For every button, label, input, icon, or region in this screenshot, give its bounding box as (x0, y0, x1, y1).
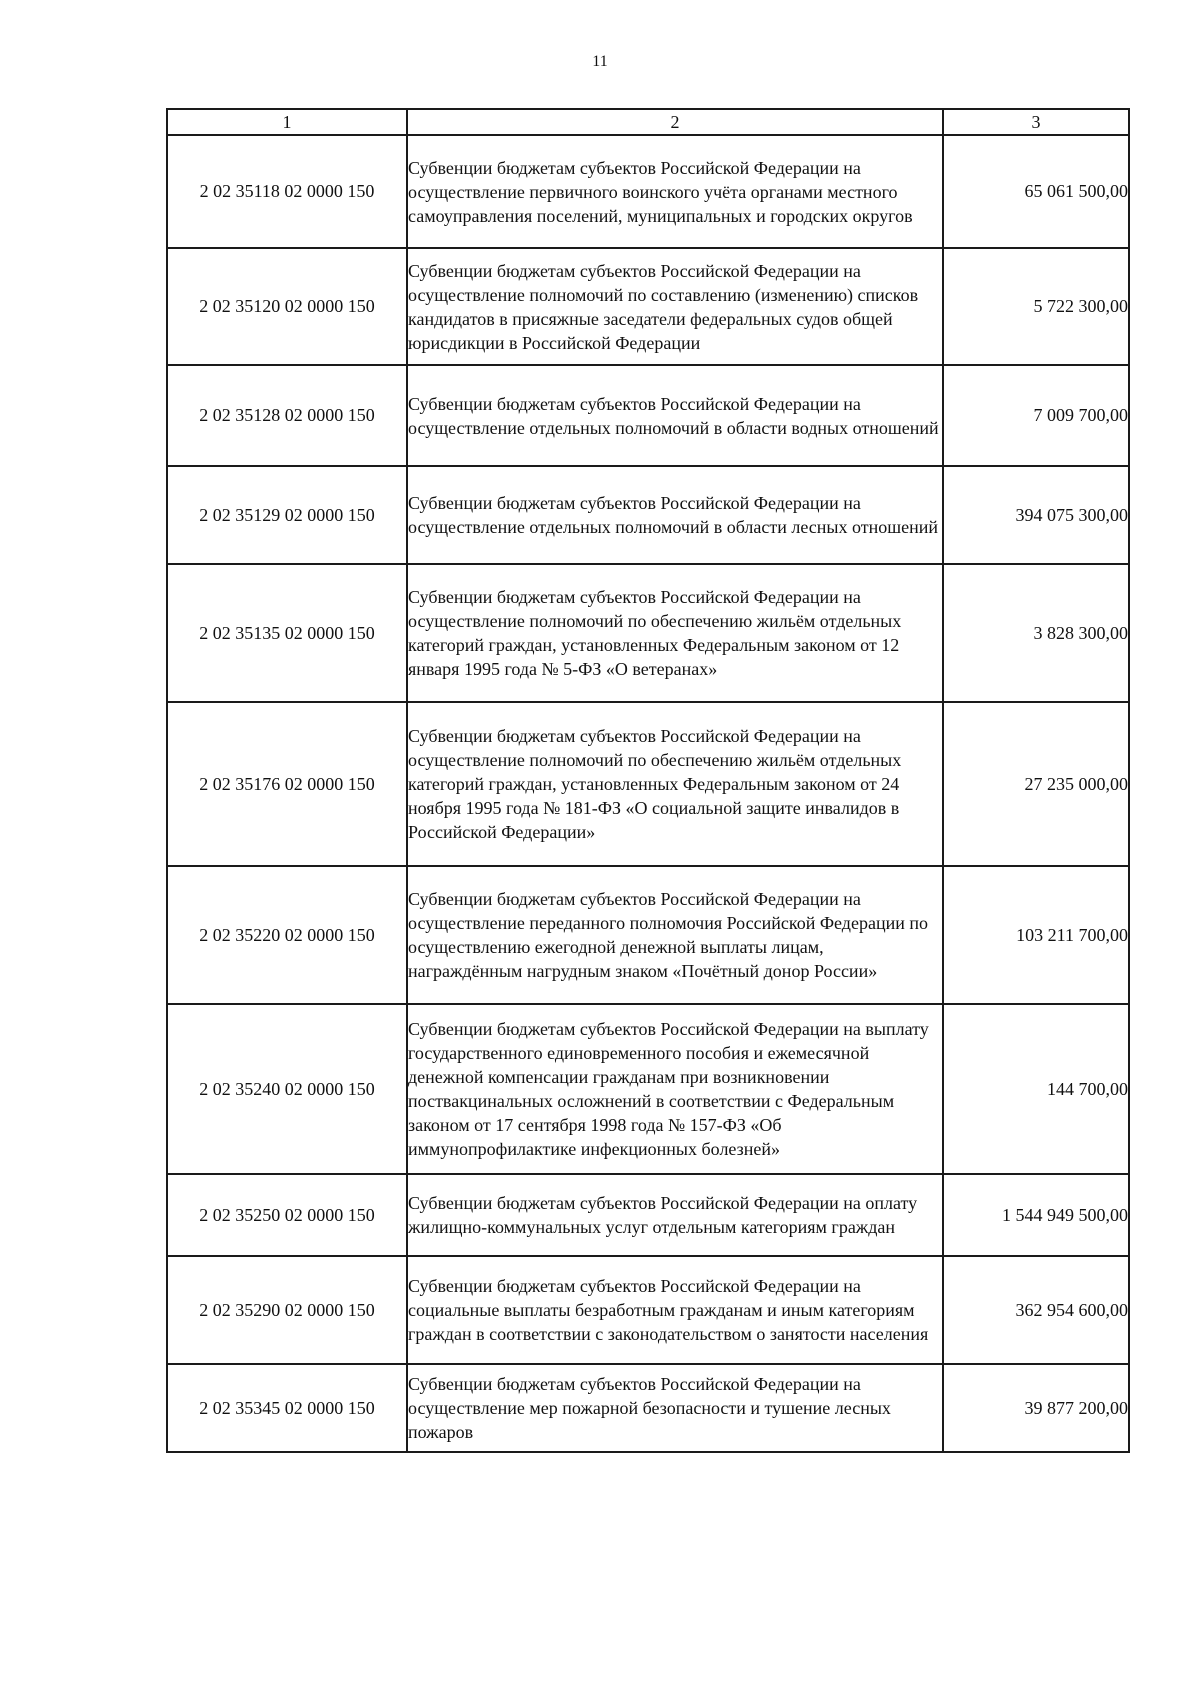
description-cell: Субвенции бюджетам субъектов Российской Федерации на оплату жилищно-коммунальных услуг отдельным категориям граждан (407, 1174, 943, 1256)
table-header-row (167, 109, 1129, 135)
table-row (167, 564, 1129, 702)
table-row (167, 466, 1129, 564)
column-header-code: 1 (167, 109, 407, 135)
budget-code-cell: 2 02 35129 02 0000 150 (167, 466, 407, 564)
description-cell: Субвенции бюджетам субъектов Российской Федерации на осуществление мер пожарной безопасности и тушение лесных пожаров (407, 1364, 943, 1452)
table-row (167, 135, 1129, 248)
budget-code-cell: 2 02 35290 02 0000 150 (167, 1256, 407, 1364)
amount-cell: 39 877 200,00 (943, 1364, 1129, 1452)
amount-cell: 394 075 300,00 (943, 466, 1129, 564)
description-cell: Субвенции бюджетам субъектов Российской Федерации на осуществление полномочий по обеспечению жильём отдельных категорий граждан, установленных Федеральным законом от 12 января 1995 года № 5-ФЗ «О ветеранах» (407, 564, 943, 702)
budget-code-cell: 2 02 35118 02 0000 150 (167, 135, 407, 248)
description-cell: Субвенции бюджетам субъектов Российской Федерации на осуществление переданного полномочия Российской Федерации по осуществлению ежегодной денежной выплаты лицам, награждённым нагрудным знаком «Почётный донор России» (407, 866, 943, 1004)
budget-code-cell: 2 02 35135 02 0000 150 (167, 564, 407, 702)
amount-cell: 65 061 500,00 (943, 135, 1129, 248)
budget-code-cell: 2 02 35250 02 0000 150 (167, 1174, 407, 1256)
table-row (167, 866, 1129, 1004)
table-row (167, 365, 1129, 466)
description-cell: Субвенции бюджетам субъектов Российской Федерации на осуществление первичного воинского учёта органами местного самоуправления поселений, муниципальных и городских округов (407, 135, 943, 248)
subventions-table (166, 108, 1130, 1453)
table-row (167, 1364, 1129, 1452)
description-cell: Субвенции бюджетам субъектов Российской Федерации на осуществление полномочий по составлению (изменению) списков кандидатов в присяжные заседатели федеральных судов общей юрисдикции в Российской Федерации (407, 248, 943, 365)
amount-cell: 103 211 700,00 (943, 866, 1129, 1004)
amount-cell: 5 722 300,00 (943, 248, 1129, 365)
budget-code-cell: 2 02 35240 02 0000 150 (167, 1004, 407, 1174)
budget-code-cell: 2 02 35120 02 0000 150 (167, 248, 407, 365)
table-row (167, 702, 1129, 866)
amount-cell: 362 954 600,00 (943, 1256, 1129, 1364)
budget-code-cell: 2 02 35128 02 0000 150 (167, 365, 407, 466)
budget-code-cell: 2 02 35176 02 0000 150 (167, 702, 407, 866)
amount-cell: 3 828 300,00 (943, 564, 1129, 702)
description-cell: Субвенции бюджетам субъектов Российской Федерации на выплату государственного единовременного пособия и ежемесячной денежной компенсации гражданам при возникновении поствакцинальных осложнений в соответствии с Федеральным законом от 17 сентября 1998 года № 157-ФЗ «Об иммунопрофилактике инфекционных болезней» (407, 1004, 943, 1174)
description-cell: Субвенции бюджетам субъектов Российской Федерации на осуществление отдельных полномочий в области водных отношений (407, 365, 943, 466)
amount-cell: 27 235 000,00 (943, 702, 1129, 866)
table-row (167, 1174, 1129, 1256)
amount-cell: 1 544 949 500,00 (943, 1174, 1129, 1256)
table-row (167, 1004, 1129, 1174)
page-number: 11 (592, 53, 608, 70)
description-cell: Субвенции бюджетам субъектов Российской Федерации на социальные выплаты безработным гражданам и иным категориям граждан в соответствии с законодательством о занятости населения (407, 1256, 943, 1364)
description-cell: Субвенции бюджетам субъектов Российской Федерации на осуществление отдельных полномочий в области лесных отношений (407, 466, 943, 564)
description-cell: Субвенции бюджетам субъектов Российской Федерации на осуществление полномочий по обеспечению жильём отдельных категорий граждан, установленных Федеральным законом от 24 ноября 1995 года № 181-ФЗ «О социальной защите инвалидов в Российской Федерации» (407, 702, 943, 866)
amount-cell: 7 009 700,00 (943, 365, 1129, 466)
budget-code-cell: 2 02 35345 02 0000 150 (167, 1364, 407, 1452)
amount-cell: 144 700,00 (943, 1004, 1129, 1174)
table-row (167, 1256, 1129, 1364)
budget-code-cell: 2 02 35220 02 0000 150 (167, 866, 407, 1004)
column-header-amount: 3 (943, 109, 1129, 135)
column-header-description: 2 (407, 109, 943, 135)
table-row (167, 248, 1129, 365)
